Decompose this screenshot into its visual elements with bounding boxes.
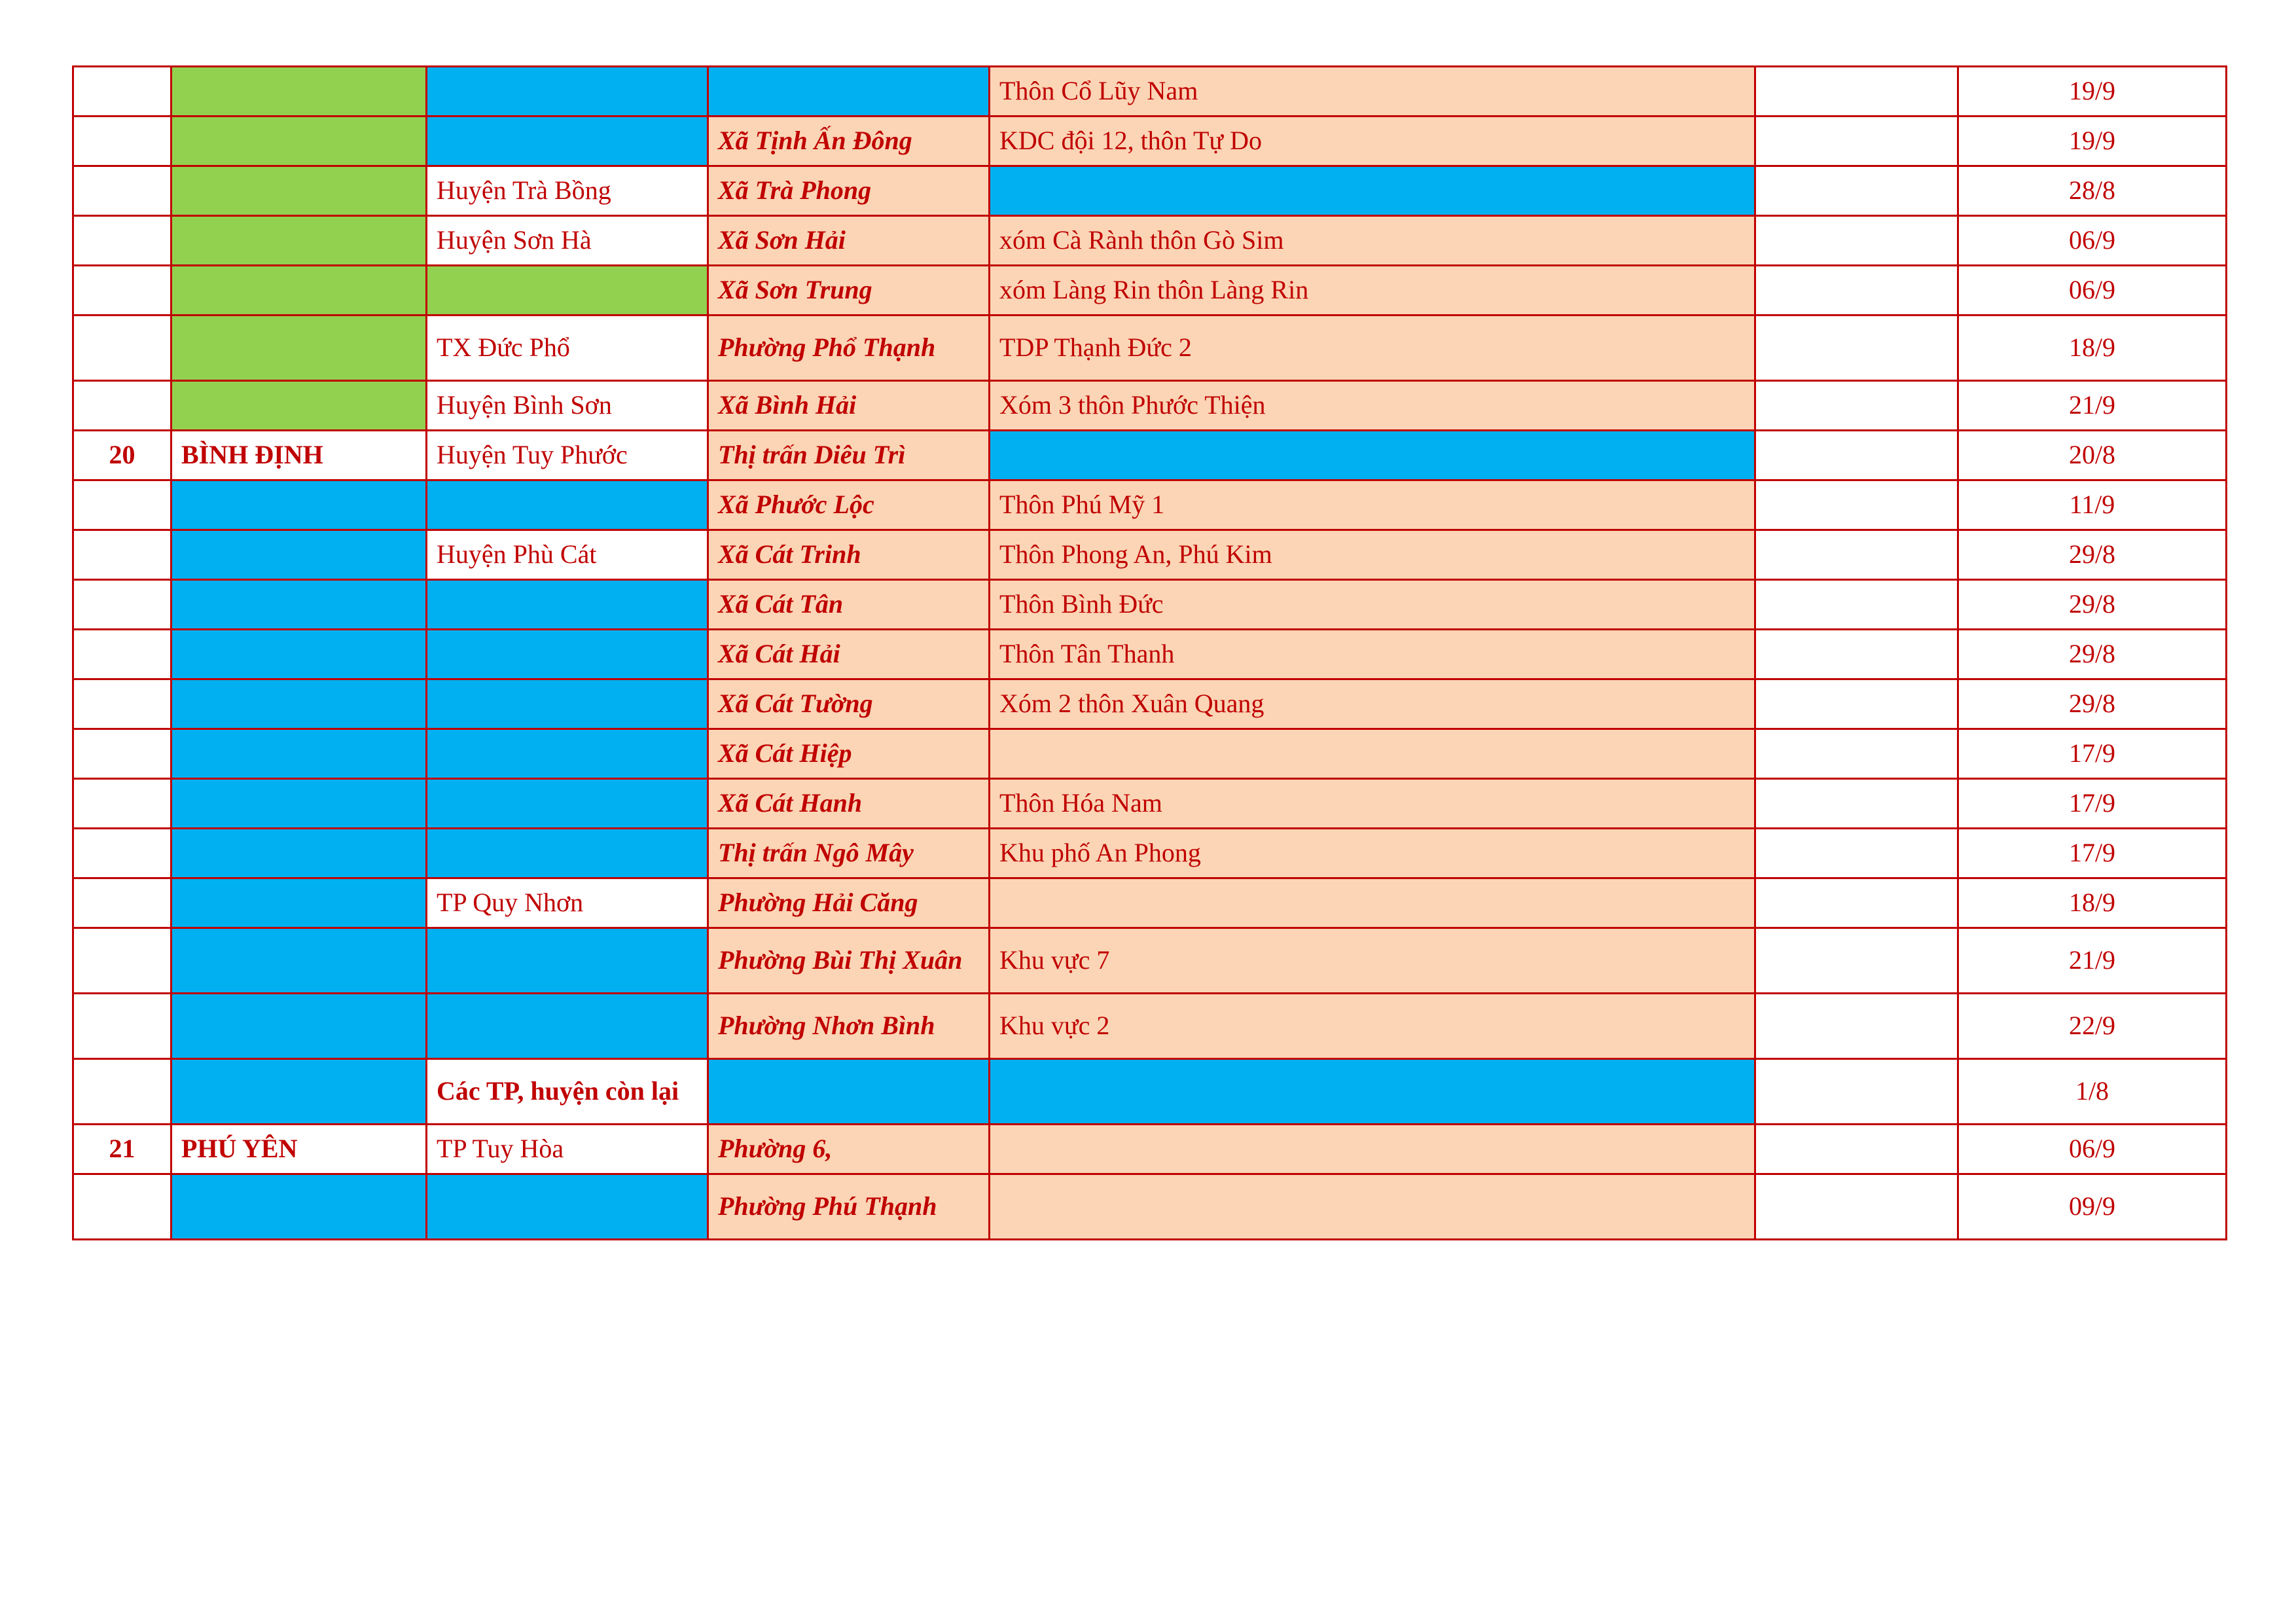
cell-district [427,630,708,679]
table-row [73,530,2227,580]
table-row [73,316,2227,381]
cell-index: 20 [73,431,171,480]
cell-index [73,1059,171,1125]
cell-area: Thôn Tân Thanh [990,630,1755,679]
table-row [73,381,2227,431]
cell-spacer [1755,67,1958,117]
cell-area [990,729,1755,779]
cell-ward: Xã Cát Hải [708,630,990,679]
cell-date: 29/8 [1958,530,2227,580]
cell-ward: Phường Nhơn Bình [708,994,990,1059]
cell-province [171,166,427,216]
cell-date: 06/9 [1958,216,2227,266]
cell-ward: Xã Cát Hiệp [708,729,990,779]
table-row [73,67,2227,117]
cell-district [427,679,708,729]
cell-spacer [1755,994,1958,1059]
cell-province [171,316,427,381]
table-row [73,266,2227,316]
table-row [73,878,2227,928]
cell-date: 29/8 [1958,580,2227,630]
cell-ward: Phường Bùi Thị Xuân [708,928,990,994]
cell-spacer [1755,431,1958,480]
cell-date: 22/9 [1958,994,2227,1059]
cell-index [73,928,171,994]
cell-date: 19/9 [1958,67,2227,117]
cell-province [171,480,427,530]
cell-district: Huyện Bình Sơn [427,381,708,431]
cell-area [990,1174,1755,1240]
cell-ward [708,67,990,117]
cell-spacer [1755,779,1958,829]
cell-province: PHÚ YÊN [171,1125,427,1174]
cell-district: Các TP, huyện còn lại [427,1059,708,1125]
cell-province [171,829,427,878]
cell-ward: Phường Phú Thạnh [708,1174,990,1240]
cell-province [171,779,427,829]
cell-area [990,878,1755,928]
cell-ward: Xã Sơn Trung [708,266,990,316]
table-row [73,630,2227,679]
cell-index [73,117,171,166]
cell-date: 11/9 [1958,480,2227,530]
cell-spacer [1755,530,1958,580]
cell-area: Xóm 3 thôn Phước Thiện [990,381,1755,431]
cell-index [73,1174,171,1240]
cell-index [73,630,171,679]
cell-spacer [1755,729,1958,779]
cell-spacer [1755,580,1958,630]
cell-date: 06/9 [1958,1125,2227,1174]
cell-date: 28/8 [1958,166,2227,216]
cell-spacer [1755,630,1958,679]
table-body [73,67,2227,1240]
cell-area: Thôn Phú Mỹ 1 [990,480,1755,530]
cell-ward: Xã Sơn Hải [708,216,990,266]
cell-ward: Xã Tịnh Ấn Đông [708,117,990,166]
cell-date: 18/9 [1958,316,2227,381]
cell-spacer [1755,1059,1958,1125]
cell-area [990,1059,1755,1125]
cell-area: Thôn Phong An, Phú Kim [990,530,1755,580]
cell-date: 20/8 [1958,431,2227,480]
cell-date: 29/8 [1958,630,2227,679]
cell-ward: Xã Cát Hanh [708,779,990,829]
cell-district [427,67,708,117]
cell-area [990,431,1755,480]
cell-spacer [1755,166,1958,216]
cell-date: 21/9 [1958,928,2227,994]
cell-province [171,994,427,1059]
table-row [73,928,2227,994]
cell-ward: Phường Hải Căng [708,878,990,928]
cell-area: Khu phố An Phong [990,829,1755,878]
cell-date: 17/9 [1958,729,2227,779]
cell-spacer [1755,1125,1958,1174]
table-row [73,1174,2227,1240]
cell-index [73,216,171,266]
cell-area: Khu vực 2 [990,994,1755,1059]
cell-ward: Phường 6, [708,1125,990,1174]
cell-spacer [1755,266,1958,316]
cell-spacer [1755,316,1958,381]
table-row [73,729,2227,779]
table-row [73,166,2227,216]
cell-area [990,166,1755,216]
cell-index [73,878,171,928]
cell-province [171,679,427,729]
cell-district: Huyện Phù Cát [427,530,708,580]
cell-province [171,1059,427,1125]
cell-district [427,928,708,994]
cell-spacer [1755,1174,1958,1240]
cell-index [73,530,171,580]
cell-index [73,480,171,530]
cell-district [427,779,708,829]
cell-district: TP Quy Nhơn [427,878,708,928]
table-row [73,480,2227,530]
cell-district: Huyện Trà Bồng [427,166,708,216]
cell-ward: Thị trấn Ngô Mây [708,829,990,878]
cell-district [427,829,708,878]
cell-district [427,266,708,316]
cell-area: xóm Cà Rành thôn Gò Sim [990,216,1755,266]
cell-province [171,216,427,266]
cell-index [73,580,171,630]
cell-ward: Xã Phước Lộc [708,480,990,530]
cell-index [73,994,171,1059]
cell-area: Xóm 2 thôn Xuân Quang [990,679,1755,729]
cell-date: 1/8 [1958,1059,2227,1125]
cell-district [427,580,708,630]
cell-province [171,67,427,117]
cell-date: 17/9 [1958,779,2227,829]
cell-ward: Thị trấn Diêu Trì [708,431,990,480]
cell-province [171,630,427,679]
cell-spacer [1755,829,1958,878]
table-row [73,431,2227,480]
table-row [73,1125,2227,1174]
cell-area [990,1125,1755,1174]
cell-index [73,679,171,729]
cell-spacer [1755,480,1958,530]
cell-index [73,266,171,316]
locations-table [72,65,2227,1240]
cell-date: 06/9 [1958,266,2227,316]
cell-spacer [1755,381,1958,431]
cell-date: 18/9 [1958,878,2227,928]
cell-spacer [1755,878,1958,928]
cell-province [171,266,427,316]
cell-province [171,729,427,779]
cell-date: 19/9 [1958,117,2227,166]
cell-spacer [1755,216,1958,266]
table-row [73,679,2227,729]
table-row [73,117,2227,166]
cell-district: TX Đức Phổ [427,316,708,381]
cell-index [73,779,171,829]
cell-index [73,729,171,779]
cell-area: TDP Thạnh Đức 2 [990,316,1755,381]
cell-province [171,530,427,580]
cell-district [427,994,708,1059]
cell-index [73,166,171,216]
cell-index [73,67,171,117]
cell-ward: Phường Phổ Thạnh [708,316,990,381]
cell-area: Thôn Cổ Lũy Nam [990,67,1755,117]
cell-date: 29/8 [1958,679,2227,729]
cell-date: 21/9 [1958,381,2227,431]
cell-district [427,1174,708,1240]
cell-index: 21 [73,1125,171,1174]
cell-date: 17/9 [1958,829,2227,878]
table-row [73,994,2227,1059]
cell-district: TP Tuy Hòa [427,1125,708,1174]
cell-ward: Xã Bình Hải [708,381,990,431]
table-row [73,216,2227,266]
cell-ward [708,1059,990,1125]
table-row [73,779,2227,829]
cell-district: Huyện Sơn Hà [427,216,708,266]
cell-province: BÌNH ĐỊNH [171,431,427,480]
cell-index [73,381,171,431]
cell-province [171,878,427,928]
cell-area: Thôn Bình Đức [990,580,1755,630]
cell-ward: Xã Trà Phong [708,166,990,216]
cell-province [171,580,427,630]
cell-index [73,829,171,878]
table-row [73,580,2227,630]
cell-district: Huyện Tuy Phước [427,431,708,480]
cell-area: Khu vực 7 [990,928,1755,994]
cell-province [171,117,427,166]
cell-spacer [1755,679,1958,729]
cell-district [427,117,708,166]
cell-index [73,316,171,381]
cell-area: Thôn Hóa Nam [990,779,1755,829]
cell-date: 09/9 [1958,1174,2227,1240]
cell-ward: Xã Cát Trinh [708,530,990,580]
cell-district [427,480,708,530]
cell-ward: Xã Cát Tân [708,580,990,630]
cell-area: KDC đội 12, thôn Tự Do [990,117,1755,166]
table-row [73,829,2227,878]
cell-area: xóm Làng Rin thôn Làng Rin [990,266,1755,316]
cell-ward: Xã Cát Tường [708,679,990,729]
cell-province [171,1174,427,1240]
cell-province [171,381,427,431]
cell-district [427,729,708,779]
cell-spacer [1755,117,1958,166]
cell-province [171,928,427,994]
cell-spacer [1755,928,1958,994]
table-row [73,1059,2227,1125]
